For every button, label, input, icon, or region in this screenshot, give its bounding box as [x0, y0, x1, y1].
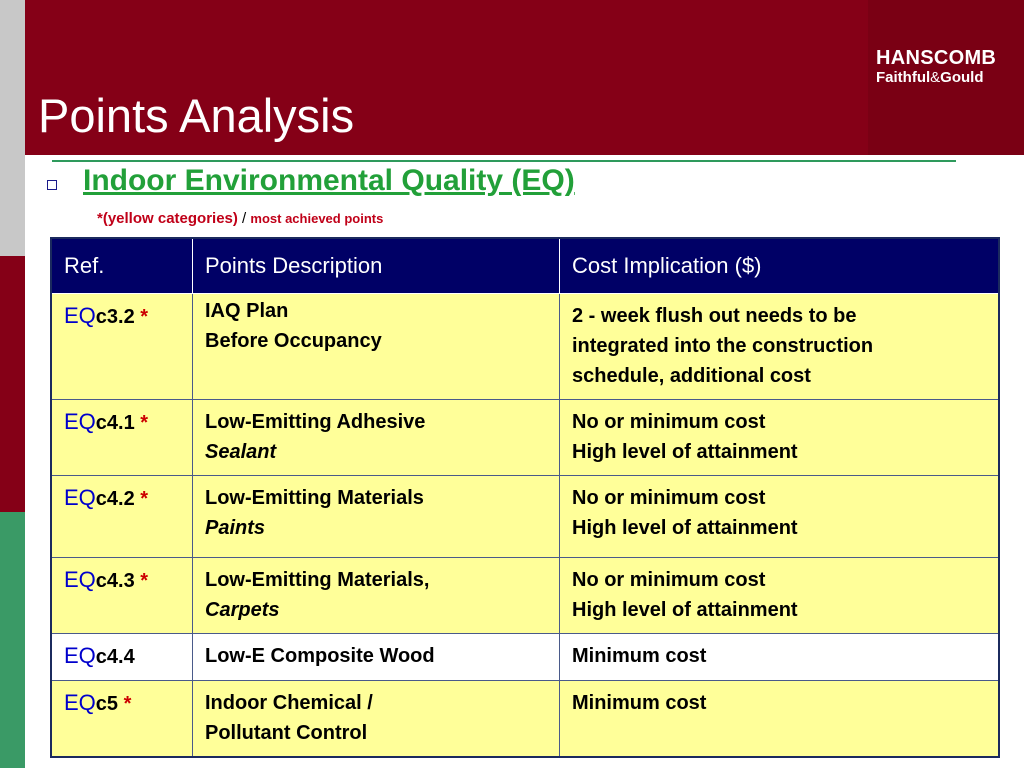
description-cell — [193, 681, 560, 758]
brand-logo-line1: HANSCOMB — [876, 47, 997, 69]
cost-cell — [560, 634, 1000, 681]
ref-prefix: EQ — [64, 643, 96, 668]
ref-number: c3.2 — [95, 306, 135, 328]
brand-gould: Gould — [940, 69, 984, 86]
square-bullet-icon — [47, 180, 57, 190]
header-cost: Cost Implication ($) — [560, 238, 1000, 294]
description-line: Indoor Chemical / — [205, 692, 373, 714]
ref-cell — [51, 634, 193, 681]
description-line: Carpets — [205, 599, 280, 621]
description-line: Pollutant Control — [205, 722, 368, 744]
brand-ampersand: & — [930, 69, 941, 86]
cost-line: High level of attainment — [572, 441, 798, 463]
cost-line: No or minimum cost — [572, 411, 766, 433]
cost-cell — [560, 476, 1000, 558]
header-description: Points Description — [193, 238, 560, 294]
ref-cell — [51, 400, 193, 476]
cost-cell — [560, 294, 1000, 400]
description-line: Sealant — [205, 441, 277, 463]
ref-number: c4.1 — [95, 412, 135, 434]
title-divider — [52, 160, 956, 162]
ref-cell — [51, 681, 193, 758]
description-cell — [193, 476, 560, 558]
ref-number: c4.2 — [95, 488, 135, 510]
star-marker: * — [140, 488, 149, 510]
ref-prefix: EQ — [64, 409, 96, 434]
description-line: Low-Emitting Materials, — [205, 569, 430, 591]
description-line: Low-E Composite Wood — [205, 645, 435, 667]
points-table — [50, 237, 1000, 758]
side-bar-green — [0, 512, 25, 768]
cost-line: Minimum cost — [572, 692, 707, 714]
cost-line: High level of attainment — [572, 599, 798, 621]
description-line: Low-Emitting Materials — [205, 487, 424, 509]
side-bar-red — [0, 256, 25, 512]
description-line: IAQ Plan — [205, 300, 289, 322]
description-line: Low-Emitting Adhesive — [205, 411, 426, 433]
description-line: Before Occupancy — [205, 330, 382, 352]
table-row — [51, 294, 999, 400]
ref-number: c4.4 — [95, 646, 135, 668]
ref-cell — [51, 558, 193, 634]
description-cell — [193, 400, 560, 476]
note-separator: / — [237, 210, 251, 227]
ref-prefix: EQ — [64, 690, 96, 715]
table-row — [51, 400, 999, 476]
table-row — [51, 681, 999, 758]
legend-note — [97, 210, 383, 227]
note-most-achieved: most achieved points — [250, 211, 384, 226]
cost-line: High level of attainment — [572, 517, 798, 539]
cost-cell — [560, 681, 1000, 758]
ref-prefix: EQ — [64, 567, 96, 592]
side-bar-gray — [0, 0, 25, 256]
star-marker: * — [140, 412, 149, 434]
ref-cell — [51, 294, 193, 400]
brand-logo-line2 — [876, 69, 984, 86]
ref-cell — [51, 476, 193, 558]
table-header-row — [51, 238, 999, 294]
ref-prefix: EQ — [64, 485, 96, 510]
ref-number: c5 — [95, 693, 119, 715]
note-yellow-categories: *(yellow categories) — [97, 210, 238, 227]
star-marker: * — [123, 693, 132, 715]
cost-line: integrated into the construction — [572, 335, 874, 357]
description-line: Paints — [205, 517, 266, 539]
description-cell — [193, 634, 560, 681]
cost-line: 2 - week flush out needs to be — [572, 305, 857, 327]
slide-title: Points Analysis — [38, 89, 355, 142]
description-cell — [193, 294, 560, 400]
table-row — [51, 476, 999, 558]
header-ref: Ref. — [51, 238, 193, 294]
ref-number: c4.3 — [95, 570, 135, 592]
description-cell — [193, 558, 560, 634]
table-row — [51, 634, 999, 681]
cost-line: schedule, additional cost — [572, 365, 811, 387]
brand-faithful: Faithful — [876, 69, 931, 86]
ref-prefix: EQ — [64, 303, 96, 328]
table-row — [51, 558, 999, 634]
cost-cell — [560, 400, 1000, 476]
slide-subtitle: Indoor Environmental Quality (EQ) — [83, 164, 575, 197]
cost-cell — [560, 558, 1000, 634]
cost-line: Minimum cost — [572, 645, 707, 667]
star-marker: * — [140, 570, 149, 592]
star-marker: * — [140, 306, 149, 328]
cost-line: No or minimum cost — [572, 569, 766, 591]
cost-line: No or minimum cost — [572, 487, 766, 509]
